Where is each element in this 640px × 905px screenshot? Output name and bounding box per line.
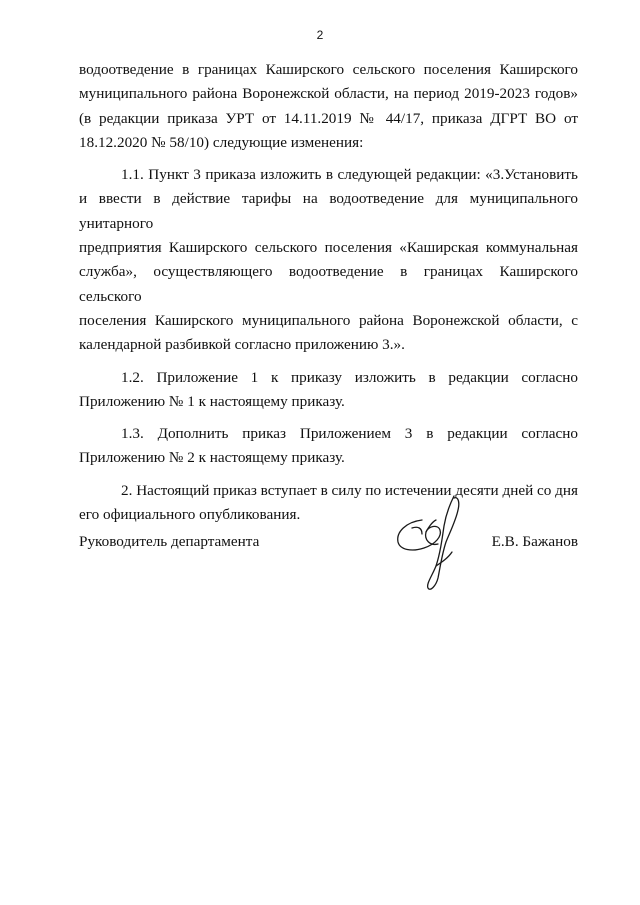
document-body [79, 58, 578, 535]
intro-paragraph [79, 58, 578, 155]
item-1-2-paragraph [79, 366, 578, 415]
text-line: 18.12.2020 № 58/10) следующие изменения: [79, 133, 364, 151]
item-1-3-paragraph [79, 422, 578, 471]
text-line: его официального опубликования. [79, 506, 301, 524]
text-line: Приложению № 2 к настоящему приказу. [79, 449, 345, 467]
text-line: 1.3. Дополнить приказ Приложением 3 в редакции согласно [121, 425, 578, 443]
text-line: водоотведение в границах Каширского сельского поселения Каширского [79, 61, 578, 78]
text-line: 2. Настоящий приказ вступает в силу по истечении десяти дней со дня [121, 481, 578, 499]
text-line: Приложению № 1 к настоящему приказу. [79, 392, 345, 410]
item-1-1-paragraph [79, 163, 578, 357]
text-line: (в редакции приказа УРТ от 14.11.2019 № 44/17, приказа ДГРТ ВО от [79, 109, 578, 127]
handwritten-signature [392, 492, 482, 597]
text-line: и ввести в действие тарифы на водоотведение для муниципального унитарного [79, 190, 578, 232]
text-line: муниципального района Воронежской области, на период 2019-2023 годов» [79, 85, 578, 103]
item-2-paragraph [79, 479, 578, 528]
text-line: календарной разбивкой согласно приложению 3.». [79, 336, 405, 354]
page-number: 2 [316, 28, 324, 42]
text-line: поселения Каширского муниципального района Воронежской области, с [79, 311, 578, 329]
text-line: 1.2. Приложение 1 к приказу изложить в редакции согласно [121, 368, 578, 386]
text-line: служба», осуществляющего водоотведение в границах Каширского сельского [79, 263, 578, 305]
text-line: 1.1. Пункт 3 приказа изложить в следующей редакции: «3.Установить [121, 166, 578, 184]
text-line: предприятия Каширского сельского поселения «Каширская коммунальная [79, 239, 578, 257]
position-title: Руководитель департамента [79, 533, 260, 550]
signer-name: Е.В. Бажанов [491, 533, 578, 550]
